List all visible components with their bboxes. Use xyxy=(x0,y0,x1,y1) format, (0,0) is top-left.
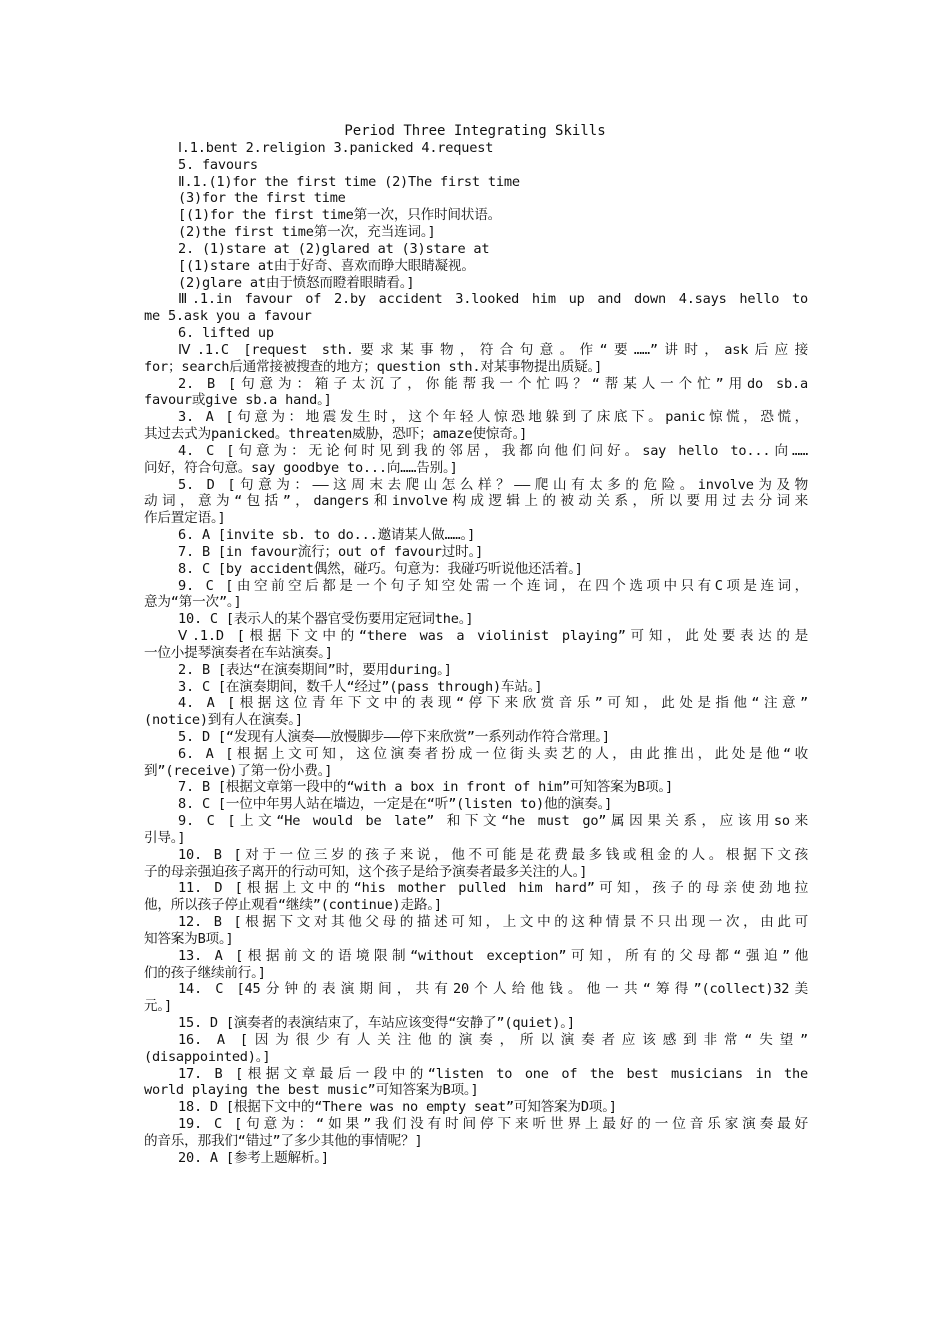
answer-line: 意为“第一次”。] xyxy=(144,594,242,611)
answer-line: (2)glare at由于愤怒而瞪着眼睛看。] xyxy=(178,274,415,291)
answer-line: 7. B [in favour流行；out of favour过时。] xyxy=(178,543,484,560)
answer-line: 5. D [句意为：——这周末去爬山怎么样？——爬山有太多的危险。involve为及物 xyxy=(178,476,808,493)
answer-line: [(1)stare at由于好奇、喜欢而睁大眼睛凝视。 xyxy=(178,257,475,274)
answer-line: Ⅱ.1.(1)for the first time (2)The first time xyxy=(178,173,520,190)
answer-line: 4. A [根据这位青年下文中的表现“停下来欣赏音乐”可知，此处是指他“注意” xyxy=(178,695,808,712)
answer-line: 问好，符合句意。say goodbye to...向……告别。] xyxy=(144,459,458,476)
answer-line: 到”(receive)了第一份小费。] xyxy=(144,762,333,779)
answer-line: 16. A [因为很少有人关注他的演奏，所以演奏者应该感到非常“失望” xyxy=(178,1031,808,1048)
answer-line: (disappointed)。] xyxy=(144,1048,271,1065)
answer-line: 的音乐，那我们“错过”了多少其他的事情呢？] xyxy=(144,1132,423,1149)
answer-line: Ⅳ.1.C [request sth.要求某事物，符合句意。作“要……”讲时，ask后应接 xyxy=(178,341,808,358)
answer-line: 10. B [对于一位三岁的孩子来说，他不可能是花费最多钱或租金的人。根据下文孩 xyxy=(178,846,808,863)
answer-line: 6. A [根据上文可知，这位演奏者扮成一位街头卖艺的人，由此推出，此处是他“收 xyxy=(178,745,808,762)
answer-line: 其过去式为panicked。threaten威胁，恐吓；amaze使惊奇。] xyxy=(144,426,528,443)
answer-line: 13. A [根据前文的语境限制“without exception”可知，所有的父母都“强迫”他 xyxy=(178,947,808,964)
answer-line: (3)for the first time xyxy=(178,190,346,207)
answer-line: 8. C [by accident偶然，碰巧。句意为：我碰巧听说他还活着。] xyxy=(178,560,583,577)
answer-line: 3. A [句意为：地震发生时，这个年轻人惊恐地躲到了床底下。panic惊慌，恐慌， xyxy=(178,409,808,426)
answer-line: 6. A [invite sb. to do...邀请某人做……。] xyxy=(178,527,476,544)
answer-line: 7. B [根据文章第一段中的“with a box in front of him”可知答案为B项。] xyxy=(178,779,673,796)
answer-line: 8. C [一位中年男人站在墙边，一定是在“听”(listen to)他的演奏。] xyxy=(178,796,613,813)
answer-line: 2. (1)stare at (2)glared at (3)stare at xyxy=(178,240,490,257)
answer-line: 知答案为B项。] xyxy=(144,930,234,947)
answer-line: 们的孩子继续前行。] xyxy=(144,964,266,981)
answer-line: Ⅰ.1.bent 2.religion 3.panicked 4.request xyxy=(178,140,494,156)
answer-line: (notice)到有人在演奏。] xyxy=(144,712,303,729)
answer-line: 2. B [句意为：箱子太沉了，你能帮我一个忙吗？“帮某人一个忙”用do sb.a xyxy=(178,375,808,392)
answer-line: Ⅲ.1.in favour of 2.by accident 3.looked him up and down 4.says hello to xyxy=(178,291,808,308)
answer-line: 11. D [根据上文中的“his mother pulled him hard”可知，孩子的母亲使劲地拉 xyxy=(178,880,808,897)
answer-line: 3. C [在演奏期间，数千人“经过”(pass through)车站。] xyxy=(178,678,543,695)
answer-line: 4. C [句意为：无论何时见到我的邻居，我都向他们问好。say hello to...向…… xyxy=(178,442,808,459)
answer-line: 动词，意为“包括”，dangers和involve构成逻辑上的被动关系，所以要用过去分词来 xyxy=(144,493,808,510)
answer-line: 他，所以孩子停止观看“继续”(continue)走路。] xyxy=(144,897,442,914)
answer-line: Ⅴ.1.D [根据下文中的“there was a violinist playing”可知，此处要表达的是 xyxy=(178,628,808,645)
answer-line: 12. B [根据下文对其他父母的描述可知，上文中的这种情景不只出现一次，由此可 xyxy=(178,914,808,931)
answer-line: for；search后通常接被搜查的地方；question sth.对某事物提出质疑。] xyxy=(144,358,603,375)
answer-line: 14. C [45分钟的表演期间，共有20个人给他钱。他一共“筹得”(collect)32美 xyxy=(178,981,808,998)
answer-line: 作后置定语。] xyxy=(144,510,226,527)
answer-line: 19. C [句意为：“如果”我们没有时间停下来听世界上最好的一位音乐家演奏最好 xyxy=(178,1116,808,1133)
answer-line: 18. D [根据下文中的“There was no empty seat”可知答案为D项。] xyxy=(178,1099,617,1116)
answer-line: 元。] xyxy=(144,998,172,1015)
answer-line: world playing the best music”可知答案为B项。] xyxy=(144,1082,479,1099)
answer-line: 一位小提琴演奏者在车站演奏。] xyxy=(144,644,333,661)
answer-line: 9. C [由空前空后都是一个句子知空处需一个连词，在四个选项中只有C项是连词， xyxy=(178,577,808,594)
answer-line: 6. lifted up xyxy=(178,325,274,342)
page-title: Period Three Integrating Skills xyxy=(344,123,606,139)
answer-line: 引导。] xyxy=(144,829,186,846)
answer-line: me 5.ask you a favour xyxy=(144,308,312,325)
answer-line: 2. B [表达“在演奏期间”时，要用during。] xyxy=(178,661,452,678)
answer-line: 17. B [根据文章最后一段中的“listen to one of the best musicians in the xyxy=(178,1065,808,1082)
answer-line: 10. C [表示人的某个器官受伤要用定冠词the。] xyxy=(178,611,474,628)
answer-line: 9. C [上文“He would be late” 和下文“he must go”属因果关系，应该用so来 xyxy=(178,813,808,830)
answer-line: 5. favours xyxy=(178,156,258,173)
answer-line: 20. A [参考上题解析。] xyxy=(178,1149,329,1166)
answer-key-body xyxy=(144,140,808,1167)
answer-line: 15. D [演奏者的表演结束了，车站应该变得“安静了”(quiet)。] xyxy=(178,1015,575,1032)
answer-line: favour或give sb.a hand。] xyxy=(144,392,332,409)
answer-line: 5. D [“发现有人演奏——放慢脚步——停下来欣赏”一系列动作符合常理。] xyxy=(178,728,610,745)
answer-line: [(1)for the first time第一次，只作时间状语。 xyxy=(178,207,501,224)
answer-line: (2)the first time第一次，充当连词。] xyxy=(178,224,436,241)
answer-line: 子的母亲强迫孩子离开的行动可知，这个孩子是给予演奏者最多关注的人。] xyxy=(144,863,588,880)
